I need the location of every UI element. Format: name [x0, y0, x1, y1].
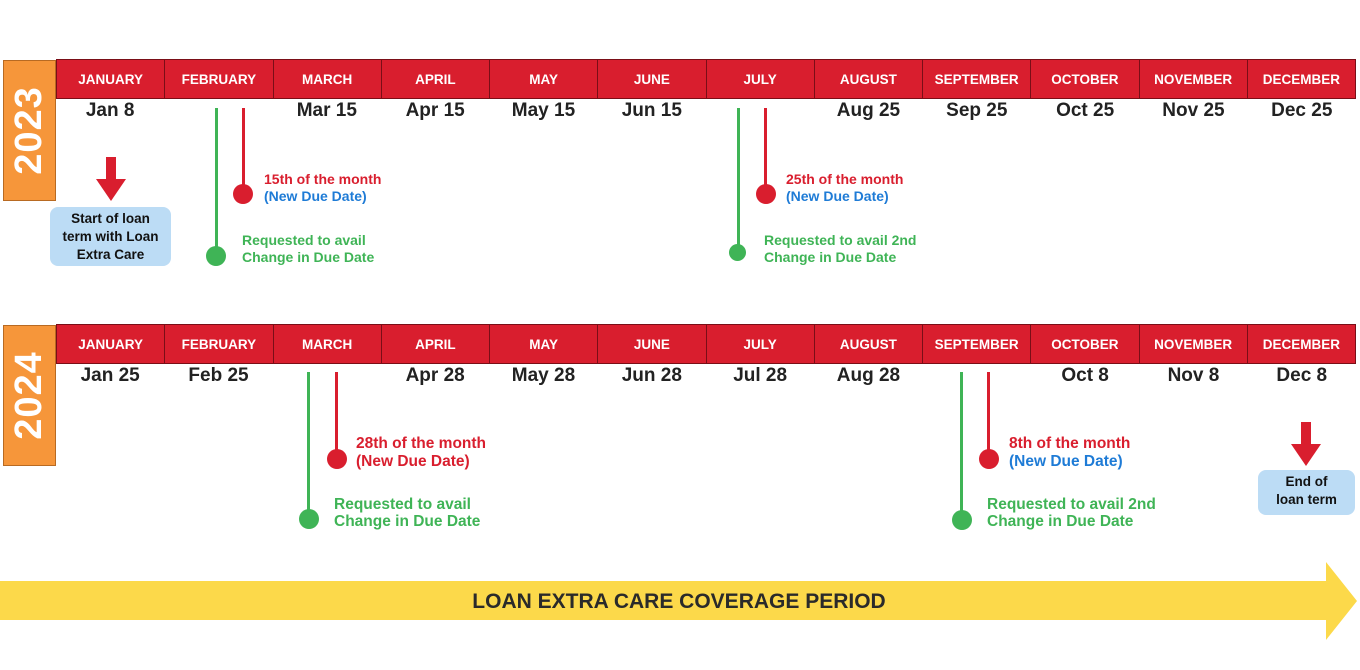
month-header: FEBRUARY [164, 60, 272, 98]
request-marker-line [307, 372, 310, 512]
year-label-box [3, 60, 56, 201]
request-label [334, 496, 480, 530]
new-due-date-marker-line [335, 372, 338, 452]
callout-line: term with Loan [62, 229, 159, 244]
month-header: JUNE [597, 60, 705, 98]
month-header: MARCH [273, 60, 381, 98]
new-due-date-caption: (New Due Date) [264, 188, 367, 204]
callout-line: Extra Care [76, 247, 145, 262]
new-due-date-day: 15th of the month [264, 171, 382, 187]
due-date: Feb 25 [188, 365, 249, 386]
due-date: Oct 25 [1056, 100, 1115, 121]
request-label [764, 232, 916, 266]
due-date: Mar 15 [296, 100, 357, 121]
due-date: May 28 [511, 365, 576, 386]
request-label-line: Change in Due Date [334, 513, 481, 530]
callout-line: Start of loan [71, 211, 150, 226]
new-due-date-day: 25th of the month [786, 171, 904, 187]
new-due-date-marker-line [242, 108, 245, 186]
month-header: AUGUST [814, 60, 922, 98]
month-header: JUNE [597, 325, 705, 363]
new-due-date-day: 8th of the month [1009, 435, 1131, 452]
due-date: Jul 28 [733, 365, 788, 386]
request-marker-dot [952, 510, 972, 530]
new-due-date-label [356, 435, 486, 471]
due-date: Nov 25 [1162, 100, 1225, 121]
due-date [164, 98, 272, 124]
due-date-row [56, 363, 1356, 389]
request-label-line: Change in Due Date [764, 249, 897, 265]
new-due-date-marker-dot [979, 449, 999, 469]
month-header: JANUARY [56, 60, 164, 98]
month-header: NOVEMBER [1139, 325, 1247, 363]
request-label-line: Change in Due Date [987, 513, 1134, 530]
request-marker-dot [729, 244, 746, 261]
request-marker-dot [206, 246, 226, 266]
new-due-date-label [1009, 435, 1130, 471]
new-due-date-caption: (New Due Date) [356, 453, 470, 470]
due-date [706, 98, 814, 124]
month-header: APRIL [381, 60, 489, 98]
month-header: OCTOBER [1030, 60, 1138, 98]
request-marker-dot [299, 509, 319, 529]
month-header: MARCH [273, 325, 381, 363]
start-of-loan-callout [50, 207, 171, 266]
month-header: JANUARY [56, 325, 164, 363]
new-due-date-marker-dot [327, 449, 347, 469]
new-due-date-label [786, 171, 903, 205]
due-date: Sep 25 [946, 100, 1008, 121]
year-label: 2023 [8, 86, 51, 175]
request-marker-line [215, 108, 218, 248]
due-date: Dec 25 [1271, 100, 1333, 121]
due-date-row [56, 98, 1356, 124]
due-date: Nov 8 [1167, 365, 1220, 386]
month-header: SEPTEMBER [922, 60, 1030, 98]
month-header: FEBRUARY [164, 325, 272, 363]
month-header: APRIL [381, 325, 489, 363]
due-date: Jun 28 [621, 365, 682, 386]
request-marker-line [960, 372, 963, 512]
due-date: May 15 [511, 100, 576, 121]
new-due-date-marker-line [764, 108, 767, 186]
due-date: Aug 25 [836, 100, 901, 121]
due-date: Oct 8 [1061, 365, 1109, 386]
month-header: OCTOBER [1030, 325, 1138, 363]
year-label-box [3, 325, 56, 466]
month-header: DECEMBER [1247, 325, 1356, 363]
request-label [987, 496, 1156, 530]
month-header: JULY [706, 60, 814, 98]
due-date [923, 363, 1031, 389]
request-label-line: Requested to avail [242, 232, 366, 248]
due-date: Aug 28 [836, 365, 901, 386]
new-due-date-marker-dot [756, 184, 776, 204]
due-date: Apr 15 [405, 100, 465, 121]
timeline-2024 [0, 323, 1360, 563]
new-due-date-marker-line [987, 372, 990, 452]
due-date: Jun 15 [621, 100, 682, 121]
new-due-date-caption: (New Due Date) [786, 188, 889, 204]
due-date: Jan 25 [80, 365, 140, 386]
end-of-loan-callout [1258, 470, 1355, 515]
month-header: MAY [489, 60, 597, 98]
callout-line: End of [1285, 474, 1328, 489]
new-due-date-marker-dot [233, 184, 253, 204]
timeline-2023 [0, 58, 1360, 298]
request-label [242, 232, 374, 266]
month-header: AUGUST [814, 325, 922, 363]
month-header: SEPTEMBER [922, 325, 1030, 363]
callout-line: loan term [1276, 492, 1337, 507]
month-header: DECEMBER [1247, 60, 1356, 98]
new-due-date-day: 28th of the month [356, 435, 487, 452]
new-due-date-label [264, 171, 381, 205]
down-arrow-icon [96, 157, 126, 202]
month-header-bar [56, 59, 1356, 99]
year-label: 2024 [8, 351, 51, 440]
new-due-date-caption: (New Due Date) [1009, 453, 1123, 470]
month-header: JULY [706, 325, 814, 363]
request-label-line: Change in Due Date [242, 249, 375, 265]
coverage-period-label: LOAN EXTRA CARE COVERAGE PERIOD [472, 590, 886, 613]
request-label-line: Requested to avail 2nd [987, 496, 1156, 513]
due-date: Dec 8 [1276, 365, 1328, 386]
due-date: Jan 8 [85, 100, 135, 121]
month-header: NOVEMBER [1139, 60, 1247, 98]
request-label-line: Requested to avail 2nd [764, 232, 917, 248]
month-header: MAY [489, 325, 597, 363]
due-date [273, 363, 381, 389]
request-marker-line [737, 108, 740, 248]
due-date: Apr 28 [405, 365, 465, 386]
month-header-bar [56, 324, 1356, 364]
down-arrow-icon [1291, 422, 1321, 467]
request-label-line: Requested to avail [334, 496, 471, 513]
